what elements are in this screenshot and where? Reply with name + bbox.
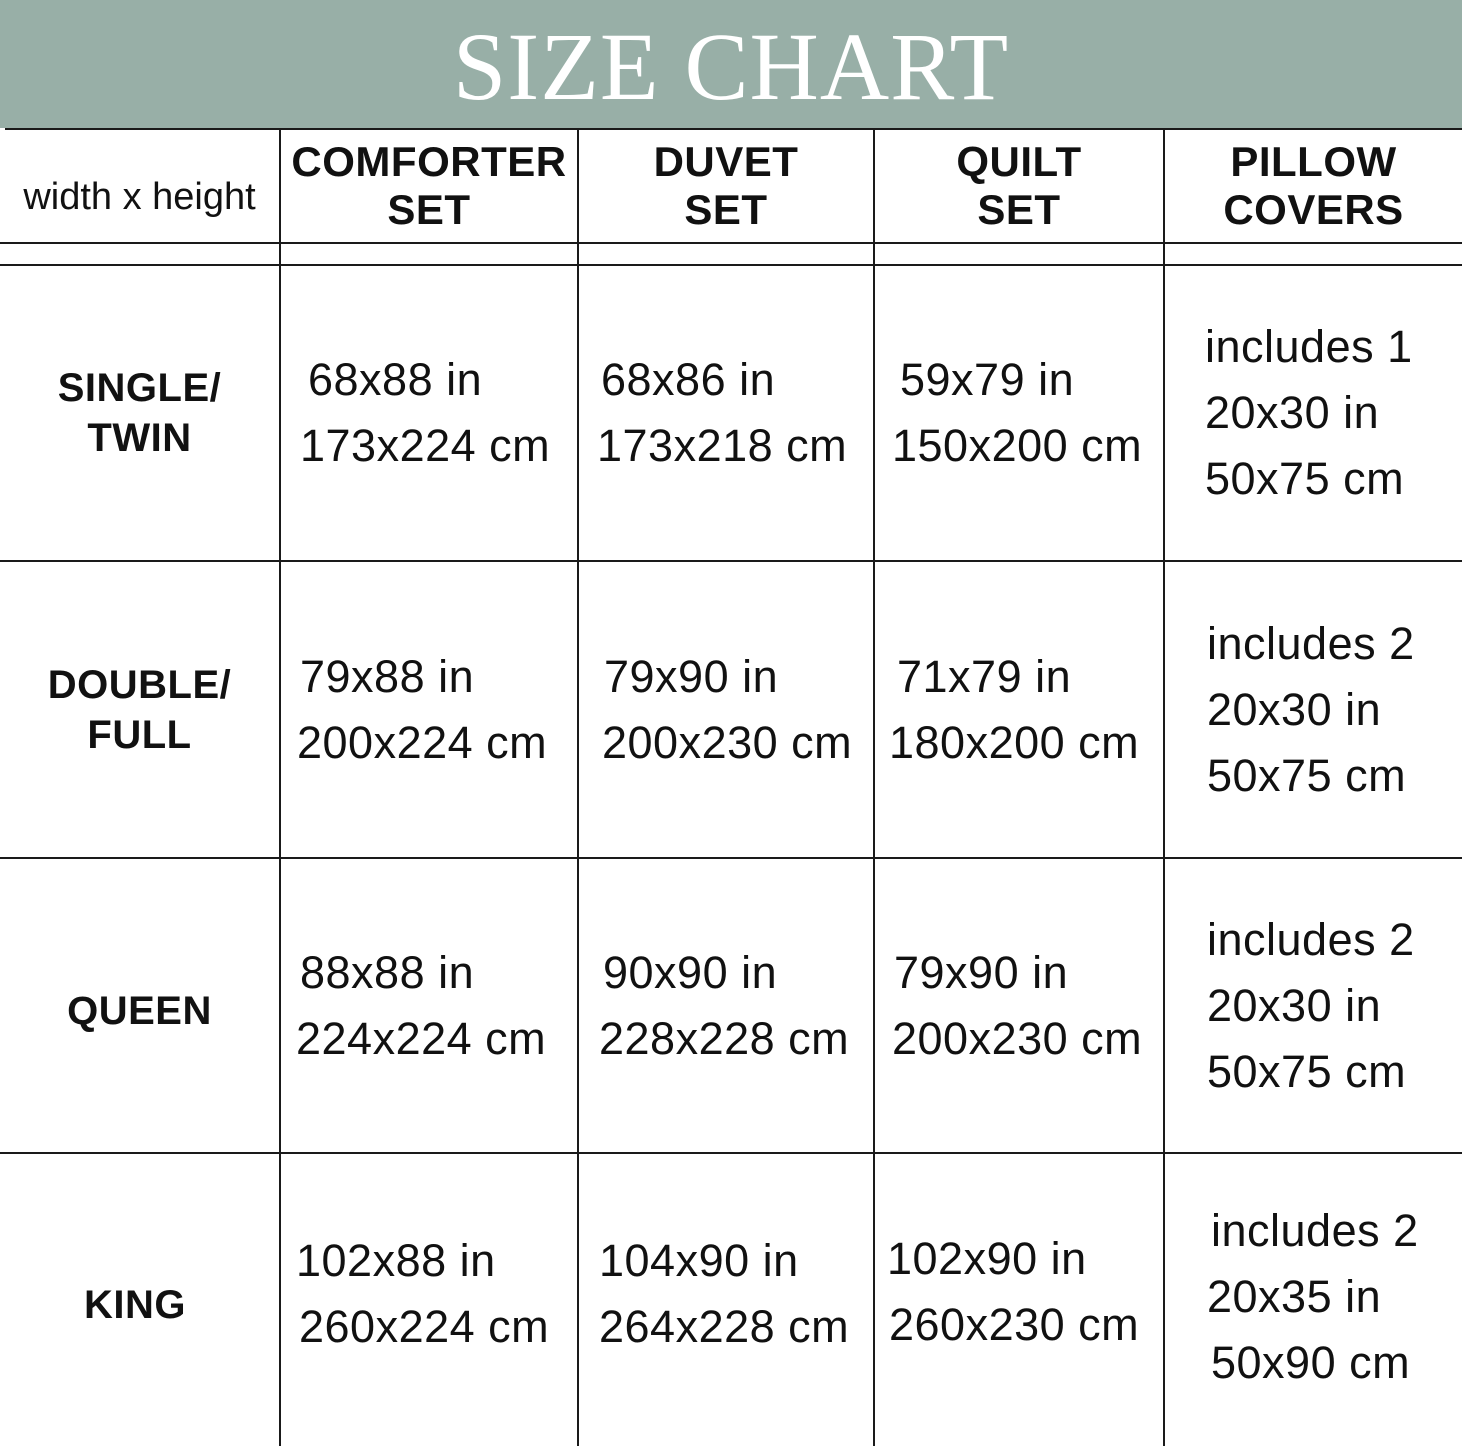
row-label-queen [0,859,279,1152]
pillow-cell [1207,1154,1462,1440]
size-cell [889,562,1163,857]
pillow-cell [1207,859,1462,1152]
pillow-cell [1205,266,1462,560]
size-centimeters: 264x228 cm [599,1301,850,1352]
size-inches: 20x35 in [1207,1271,1382,1322]
pillow-cell [1207,562,1462,857]
size-centimeters: 50x75 cm [1207,1045,1407,1097]
size-cell [296,859,577,1152]
size-cell [602,562,873,857]
size-inches: 68x88 in [308,354,483,405]
row-label-double-full [0,562,279,857]
size-cell [599,1154,873,1434]
row-label-single-twin [0,266,279,560]
column-header-line: COVERS [1223,186,1404,233]
corner-label [0,130,279,242]
units-label: width x height [23,176,256,218]
size-inches: 59x79 in [900,354,1075,405]
row-label-line: KING [84,1283,186,1327]
size-centimeters: 200x230 cm [892,1012,1143,1064]
size-inches: 79x88 in [300,650,475,702]
pillow-count: includes 2 [1211,1205,1419,1256]
column-header-comforter [281,136,577,236]
size-inches: 20x30 in [1207,683,1382,735]
size-inches: 102x88 in [296,1235,496,1286]
pillow-count: includes 2 [1207,617,1415,669]
size-cell [297,562,577,857]
size-centimeters: 224x224 cm [296,1012,547,1064]
size-cell [597,266,873,560]
size-cell [300,266,577,560]
size-inches: 79x90 in [894,946,1069,998]
size-cell [892,266,1163,560]
column-header-pillow [1165,136,1462,236]
header-bottom-rule [0,242,1462,244]
size-centimeters: 50x75 cm [1205,453,1405,504]
size-inches: 88x88 in [300,946,475,998]
title-banner [0,0,1462,128]
size-centimeters: 50x90 cm [1211,1337,1411,1388]
size-centimeters: 260x224 cm [299,1301,550,1352]
size-centimeters: 200x224 cm [297,716,548,768]
row-label-line: FULL [87,712,192,757]
column-divider [1163,130,1165,1446]
size-inches: 79x90 in [604,650,779,702]
column-header-line: SET [977,186,1061,233]
column-header-line: DUVET [653,138,799,185]
page-title: SIZE CHART [452,13,1010,120]
column-header-line: COMFORTER [291,138,567,185]
row-label-king [0,1154,270,1446]
size-cell [599,859,873,1152]
column-header-duvet [579,136,873,236]
row-label-line: DOUBLE/ [47,662,232,707]
size-inches: 90x90 in [603,946,778,998]
column-header-line: QUILT [956,138,1082,185]
size-inches: 71x79 in [897,650,1072,702]
column-divider [577,130,579,1446]
size-inches: 68x86 in [601,354,776,405]
row-label-line: TWIN [87,416,192,460]
size-centimeters: 173x218 cm [597,420,848,471]
size-inches: 20x30 in [1205,387,1380,438]
column-divider [873,130,875,1446]
size-centimeters: 180x200 cm [889,716,1140,768]
size-cell [887,1154,1163,1430]
size-inches: 104x90 in [599,1235,799,1286]
column-header-line: SET [387,186,471,233]
size-cell [892,859,1163,1152]
row-label-line: SINGLE/ [57,366,222,410]
size-inches: 102x90 in [887,1233,1087,1284]
column-header-quilt [875,136,1163,236]
size-centimeters: 228x228 cm [599,1012,850,1064]
column-header-line: PILLOW [1230,138,1397,185]
pillow-count: includes 2 [1207,913,1415,965]
row-label-line: QUEEN [67,988,212,1033]
size-centimeters: 173x224 cm [300,420,551,471]
pillow-count: includes 1 [1205,321,1413,372]
size-centimeters: 200x230 cm [602,716,853,768]
column-divider [279,130,281,1446]
size-centimeters: 150x200 cm [892,420,1143,471]
size-centimeters: 260x230 cm [889,1299,1140,1350]
size-inches: 20x30 in [1207,979,1382,1031]
size-cell [296,1154,577,1434]
size-centimeters: 50x75 cm [1207,749,1407,801]
column-header-line: SET [684,186,768,233]
